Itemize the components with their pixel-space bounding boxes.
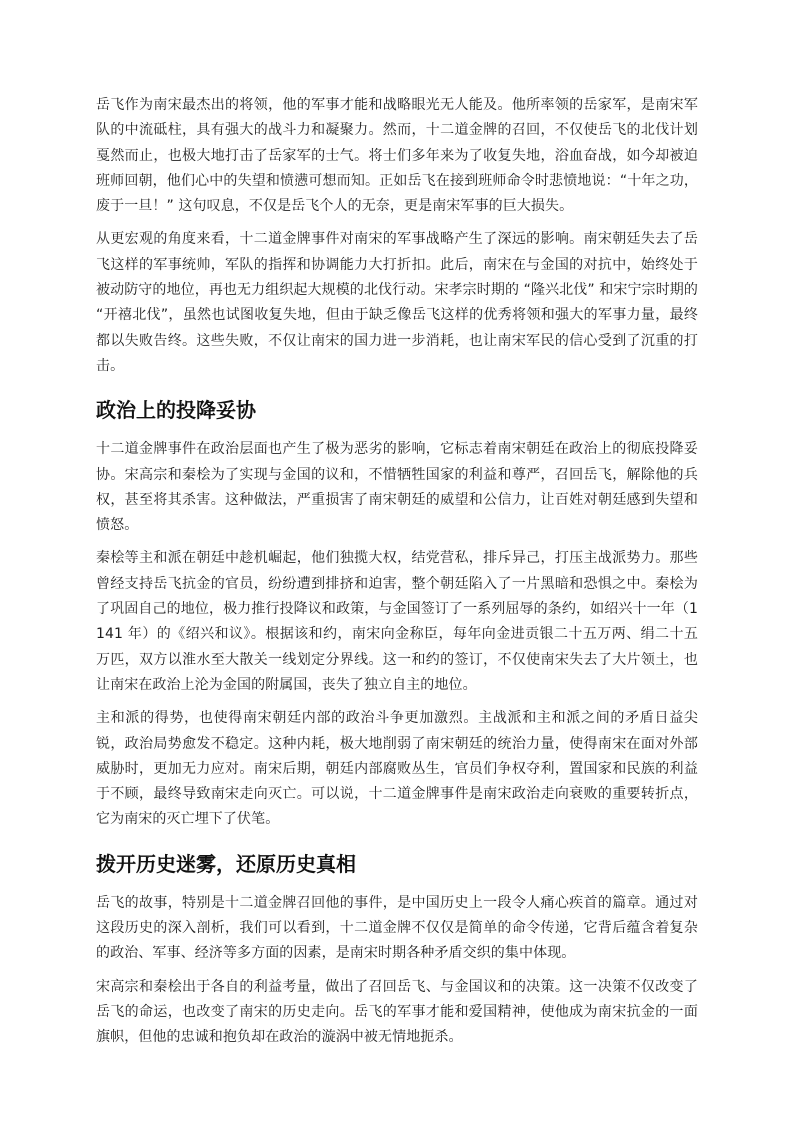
historical-truth-section [96,849,698,1051]
paragraph-story-analysis: 岳飞的故事，特别是十二道金牌召回他的事件，是中国历史上一段令人痛心疾首的篇章。通过对这段历史的深入剖析，我们可以看到，十二道金牌不仅仅是简单的命令传递，它背后蕴含着复杂的政治、军事、经济等多方面的因素，是南宋时期各种矛盾交织的集中体现。 [96,894,698,962]
paragraph-decision-consequence: 宋高宗和秦桧出于各自的利益考量，做出了召回岳飞、与金国议和的决策。这一决策不仅改变了岳飞的命运，也改变了南宋的历史走向。岳飞的军事才能和爱国精神，使他成为南宋抗金的一面旗帜，但他的忠诚和抱负却在政治的漩涡中被无情地扼杀。 [96,978,698,1046]
paragraph-internal-struggle: 主和派的得势，也使得南宋朝廷内部的政治斗争更加激烈。主战派和主和派之间的矛盾日益尖锐，政治局势愈发不稳定。这种内耗，极大地削弱了南宋朝廷的统治力量，使得南宋在面对外部威胁时，更加无力应对。南宋后期，朝廷内部腐败丛生，官员们争权夺利，置国家和民族的利益于不顾，最终导致南宋走向灭亡。可以说，十二道金牌事件是南宋政治走向衰败的重要转折点，它为南宋的灭亡埋下了伏笔。 [96,710,698,828]
document-page [96,93,698,1059]
paragraph-strategic-impact: 从更宏观的角度来看，十二道金牌事件对南宋的军事战略产生了深远的影响。南宋朝廷失去了岳飞这样的军事统帅，军队的指挥和协调能力大打折扣。此后，南宋在与金国的对抗中，始终处于被动防守的地位，再也无力组织起大规模的北伐行动。宋孝宗时期的 “隆兴北伐” 和宋宁宗时期的 “开禧北伐”，虽然也试图收复失地，但由于缺乏像岳飞这样的优秀将领和强大的军事力量，最终都以失败告终。这些失败，不仅让南宋的国力进一步消耗，也让南宋军民的信心受到了沉重的打击。 [96,231,698,374]
paragraph-political-surrender: 十二道金牌事件在政治层面也产生了极为恶劣的影响，它标志着南宋朝廷在政治上的彻底投降妥协。宋高宗和秦桧为了实现与金国的议和，不惜牺牲国家的利益和尊严，召回岳飞，解除他的兵权，甚至将其杀害。这种做法，严重损害了南宋朝廷的威望和公信力，让百姓对朝廷感到失望和愤怒。 [96,441,698,534]
paragraph-qin-gui-faction: 秦桧等主和派在朝廷中趁机崛起，他们独揽大权，结党营私，排斥异己，打压主战派势力。那些曾经支持岳飞抗金的官员，纷纷遭到排挤和迫害，整个朝廷陷入了一片黑暗和恐惧之中。秦桧为了巩固自己的地位，极力推行投降议和政策，与金国签订了一系列屈辱的条约，如绍兴十一年（1141 年）的《绍兴和议》。根据该和约，南宋向金称臣，每年向金进贡银二十五万两、绢二十五万匹，双方以淮水至大散关一线划定分界线。这一和约的签订，不仅使南宋失去了大片领土，也让南宋在政治上沦为金国的附属国，丧失了独立自主的地位。 [96,550,698,693]
paragraph-military-impact: 岳飞作为南宋最杰出的将领，他的军事才能和战略眼光无人能及。他所率领的岳家军，是南宋军队的中流砥柱，具有强大的战斗力和凝聚力。然而，十二道金牌的召回，不仅使岳飞的北伐计划戛然而止，也极大地打击了岳家军的士气。将士们多年来为了收复失地，浴血奋战，如今却被迫班师回朝，他们心中的失望和愤懑可想而知。正如岳飞在接到班师命令时悲愤地说：“十年之功，废于一旦！” 这句叹息，不仅是岳飞个人的无奈，更是南宋军事的巨大损失。 [96,97,698,215]
intro-section [96,93,698,379]
section-heading-truth: 拨开历史迷雾，还原历史真相 [96,851,356,876]
political-compromise-section [96,395,698,832]
section-heading-political: 政治上的投降妥协 [96,398,256,423]
